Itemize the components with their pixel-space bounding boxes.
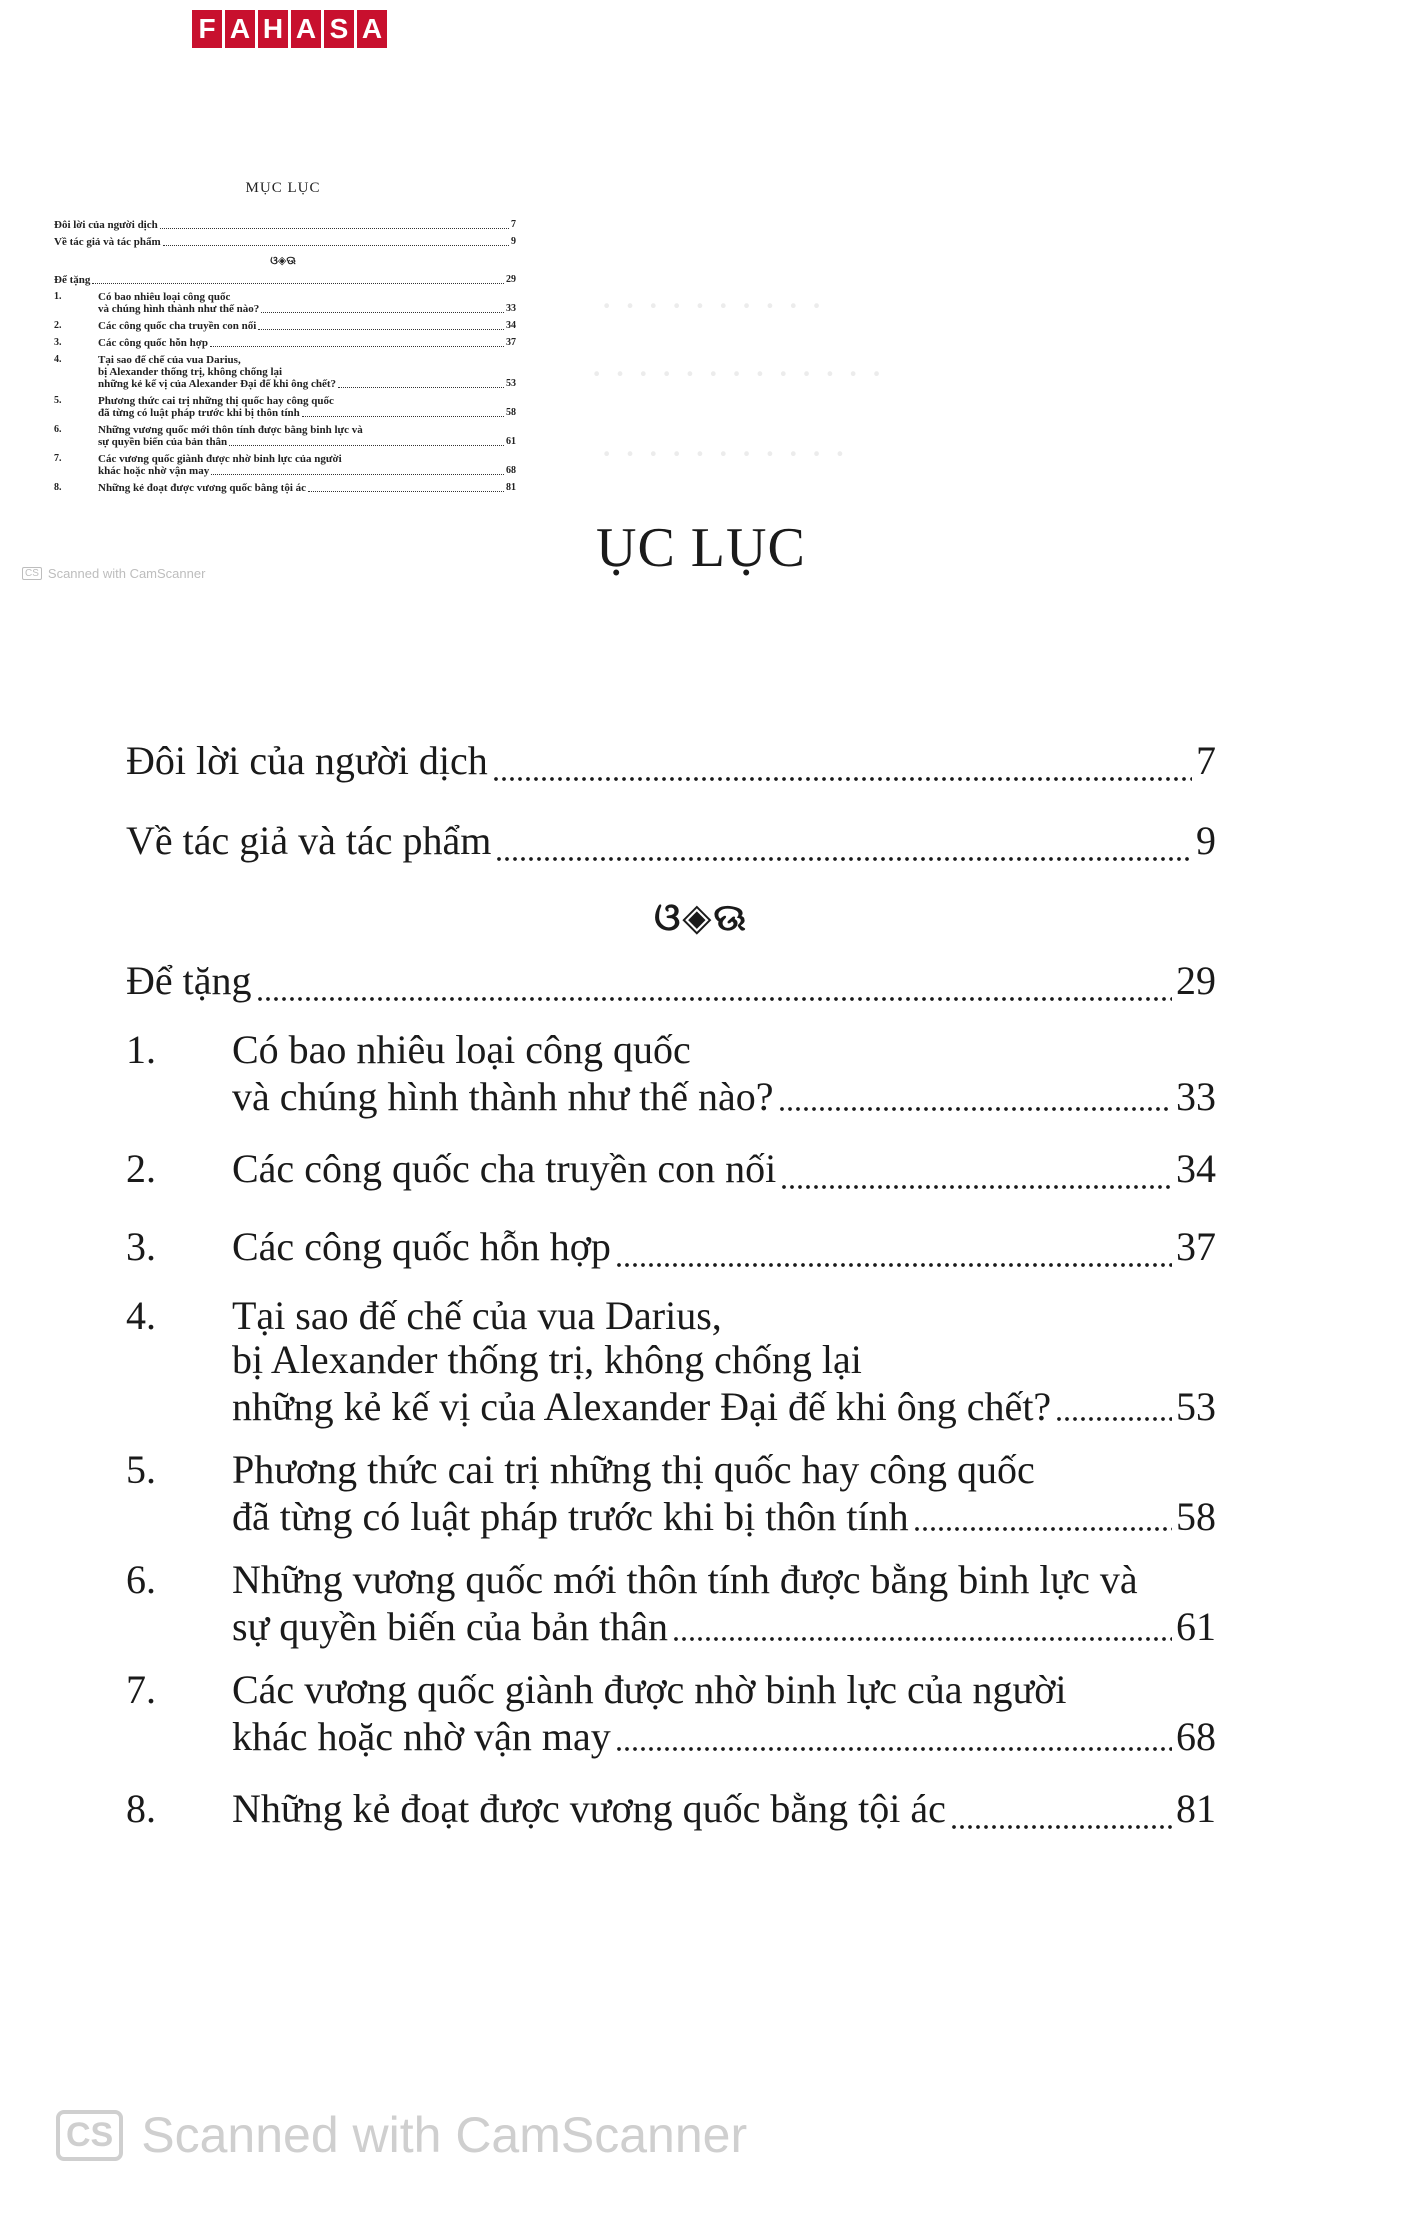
entry-title-line: bị Alexander thống trị, không chống lại <box>98 366 283 378</box>
entry-title: Để tặng <box>54 274 91 286</box>
leader-dots <box>778 1106 1172 1112</box>
entry-title-line <box>126 1448 1216 1492</box>
entry-title: và chúng hình thành như thế nào? <box>232 1074 774 1119</box>
entry-page: 61 <box>1176 1604 1216 1649</box>
entry-page: 68 <box>1176 1714 1216 1759</box>
toc-entry <box>54 424 516 436</box>
logo-letter: A <box>357 10 387 48</box>
logo-letter: S <box>324 10 354 48</box>
thumbnail-scan-text: Scanned with CamScanner <box>47 566 206 581</box>
leader-dots <box>92 283 504 284</box>
toc-entry <box>54 291 516 303</box>
toc-entry <box>126 1138 1216 1200</box>
entry-number: 1. <box>126 1027 156 1072</box>
toc-entry <box>54 236 516 248</box>
entry-number: 7. <box>126 1667 156 1712</box>
toc-entry <box>126 1778 1216 1840</box>
entry-title: Tại sao đế chế của vua Darius, <box>232 1293 722 1338</box>
entry-title: Các vương quốc giành được nhờ binh lực của người <box>98 453 342 465</box>
bleed-through: · · · · · · · · · · · <box>600 431 847 476</box>
leader-dots <box>210 346 504 347</box>
toc-entry <box>54 482 516 494</box>
leader-dots <box>615 1262 1172 1268</box>
fahasa-logo <box>192 10 387 48</box>
entry-number: 8. <box>126 1786 156 1831</box>
toc-entry <box>54 354 516 366</box>
toc-entry <box>54 337 516 349</box>
entry-title: Phương thức cai trị những thị quốc hay công quốc <box>98 395 334 407</box>
entry-title: những kẻ kế vị của Alexander Đại đế khi ông chết? <box>98 378 337 390</box>
bleed-through: · · · · · · · · · · · · · <box>590 351 884 396</box>
entry-title: Các công quốc cha truyền con nối <box>98 320 257 332</box>
toc-entry <box>126 730 1216 792</box>
entry-title-line <box>126 1294 1216 1338</box>
entry-page: 34 <box>506 320 516 331</box>
leader-dots <box>615 1746 1172 1752</box>
toc-entry <box>126 1216 1216 1278</box>
entry-page: 68 <box>506 465 516 476</box>
logo-letter: H <box>258 10 288 48</box>
logo-letter: F <box>192 10 222 48</box>
entry-title: Những kẻ đoạt được vương quốc bằng tội ác <box>232 1786 946 1831</box>
entry-title: Các công quốc hỗn hợp <box>98 337 209 349</box>
entry-title: Đôi lời của người dịch <box>54 219 158 231</box>
thumbnail-toc-list <box>48 219 518 494</box>
entry-number: 7. <box>54 453 62 464</box>
leader-dots <box>780 1184 1172 1190</box>
entry-page: 61 <box>506 436 516 447</box>
leader-dots <box>1055 1416 1172 1422</box>
leader-dots <box>302 416 504 417</box>
leader-dots <box>229 445 504 446</box>
entry-title: Những vương quốc mới thôn tính được bằng binh lực và <box>98 424 363 436</box>
toc-entry-last-line <box>126 1712 1216 1762</box>
bleed-through: · · · · · · · · · · <box>600 283 824 328</box>
leader-dots <box>256 996 1172 1002</box>
entry-title: Có bao nhiêu loại công quốc <box>232 1027 691 1072</box>
leader-dots <box>338 387 504 388</box>
entry-number: 2. <box>126 1146 156 1191</box>
toc-entry-last-line <box>54 303 516 315</box>
entry-page: 34 <box>1176 1146 1216 1191</box>
entry-number: 3. <box>126 1224 156 1269</box>
toc-entry-last-line <box>126 1382 1216 1432</box>
entry-title-line <box>126 1668 1216 1712</box>
entry-page: 33 <box>506 303 516 314</box>
entry-title: bị Alexander thống trị, không chống lại <box>232 1337 862 1382</box>
entry-number: 5. <box>126 1447 156 1492</box>
camscanner-icon: CS <box>22 567 42 580</box>
entry-page: 9 <box>1196 818 1216 863</box>
entry-title: Có bao nhiêu loại công quốc <box>98 291 231 303</box>
entry-title: sự quyền biến của bản thân <box>232 1604 668 1649</box>
entry-title: Các vương quốc giành được nhờ binh lực của người <box>232 1667 1067 1712</box>
entry-title: những kẻ kế vị của Alexander Đại đế khi ông chết? <box>232 1384 1052 1429</box>
entry-title: Phương thức cai trị những thị quốc hay công quốc <box>232 1447 1035 1492</box>
toc-entry-last-line <box>54 465 516 477</box>
toc-entry <box>54 219 516 231</box>
logo-letter: A <box>291 10 321 48</box>
leader-dots <box>672 1636 1172 1642</box>
ornament-divider: ଓ◈ଊ <box>270 255 296 267</box>
entry-title: Những kẻ đoạt được vương quốc bằng tội ác <box>98 482 307 494</box>
ornament-divider: ଓ◈ଊ <box>654 897 748 939</box>
entry-page: 37 <box>506 337 516 348</box>
toc-entry-last-line <box>54 407 516 419</box>
entry-number: 2. <box>54 320 62 331</box>
leader-dots <box>211 474 504 475</box>
entry-page: 37 <box>1176 1224 1216 1269</box>
toc-thumbnail <box>25 118 518 581</box>
chapter-entry <box>126 1668 1216 1762</box>
entry-page: 29 <box>506 274 516 285</box>
entry-number: 1. <box>54 291 62 302</box>
entry-number: 4. <box>126 1293 156 1338</box>
entry-page: 33 <box>1176 1074 1216 1119</box>
entry-title: Những vương quốc mới thôn tính được bằng binh lực và <box>232 1557 1138 1602</box>
chapter-entry <box>126 1448 1216 1542</box>
toc-entry <box>126 810 1216 872</box>
entry-title: khác hoặc nhờ vận may <box>98 465 210 477</box>
toc-entry <box>54 453 516 465</box>
leader-dots <box>492 776 1192 782</box>
toc-entry <box>54 395 516 407</box>
entry-number: 5. <box>54 395 62 406</box>
leader-dots <box>913 1526 1172 1532</box>
scan-watermark-text: Scanned with CamScanner <box>141 2107 748 2163</box>
thumbnail-scan-watermark <box>22 566 205 581</box>
camscanner-icon: CS <box>56 2110 123 2161</box>
table-of-contents <box>126 730 1216 1840</box>
leader-dots <box>160 228 509 229</box>
toc-entry <box>54 274 516 286</box>
page-title: ỤC LỤC <box>596 517 806 579</box>
entry-page: 7 <box>1196 738 1216 783</box>
chapter-entry <box>126 1028 1216 1122</box>
entry-title: Các công quốc cha truyền con nối <box>232 1146 777 1191</box>
leader-dots <box>950 1824 1172 1830</box>
entry-title: Các công quốc hỗn hợp <box>232 1224 611 1269</box>
entry-title: và chúng hình thành như thế nào? <box>98 303 260 315</box>
leader-dots <box>261 312 504 313</box>
entry-title: Về tác giả và tác phẩm <box>126 818 492 863</box>
entry-title: Để tặng <box>126 958 252 1003</box>
toc-entry <box>54 320 516 332</box>
logo-letter: A <box>225 10 255 48</box>
entry-title-line <box>126 1028 1216 1072</box>
leader-dots <box>308 491 504 492</box>
entry-number: 4. <box>54 354 62 365</box>
entry-title: Tại sao đế chế của vua Darius, <box>98 354 241 366</box>
chapter-entry <box>126 1558 1216 1652</box>
entry-title: đã từng có luật pháp trước khi bị thôn tính <box>98 407 300 419</box>
thumbnail-title: MỤC LỤC <box>245 180 321 196</box>
toc-entry-last-line <box>126 1492 1216 1542</box>
entry-page: 7 <box>511 219 516 230</box>
entry-title: đã từng có luật pháp trước khi bị thôn tính <box>232 1494 909 1539</box>
entry-page: 58 <box>506 407 516 418</box>
entry-page: 81 <box>506 482 516 493</box>
chapter-entry <box>126 1294 1216 1432</box>
toc-entry <box>126 950 1216 1012</box>
entry-page: 53 <box>506 378 516 389</box>
entry-title-line <box>126 1338 1216 1382</box>
leader-dots <box>258 329 504 330</box>
entry-title: khác hoặc nhờ vận may <box>232 1714 611 1759</box>
scan-watermark <box>56 2106 747 2164</box>
toc-entry-last-line <box>54 436 516 448</box>
entry-title: Đôi lời của người dịch <box>126 738 488 783</box>
entry-page: 53 <box>1176 1384 1216 1429</box>
toc-entry-last-line <box>126 1602 1216 1652</box>
entry-page: 81 <box>1176 1786 1216 1831</box>
entry-title-line <box>126 1558 1216 1602</box>
toc-entry-last-line <box>54 378 516 390</box>
entry-title: sự quyền biến của bản thân <box>98 436 228 448</box>
leader-dots <box>163 245 509 246</box>
toc-entry-last-line <box>126 1072 1216 1122</box>
leader-dots <box>495 856 1192 862</box>
entry-number: 3. <box>54 337 62 348</box>
entry-title: Về tác giả và tác phẩm <box>54 236 161 248</box>
entry-page: 58 <box>1176 1494 1216 1539</box>
entry-number: 6. <box>54 424 62 435</box>
entry-number: 8. <box>54 482 62 493</box>
entry-page: 29 <box>1176 958 1216 1003</box>
entry-number: 6. <box>126 1557 156 1602</box>
entry-page: 9 <box>511 236 516 247</box>
